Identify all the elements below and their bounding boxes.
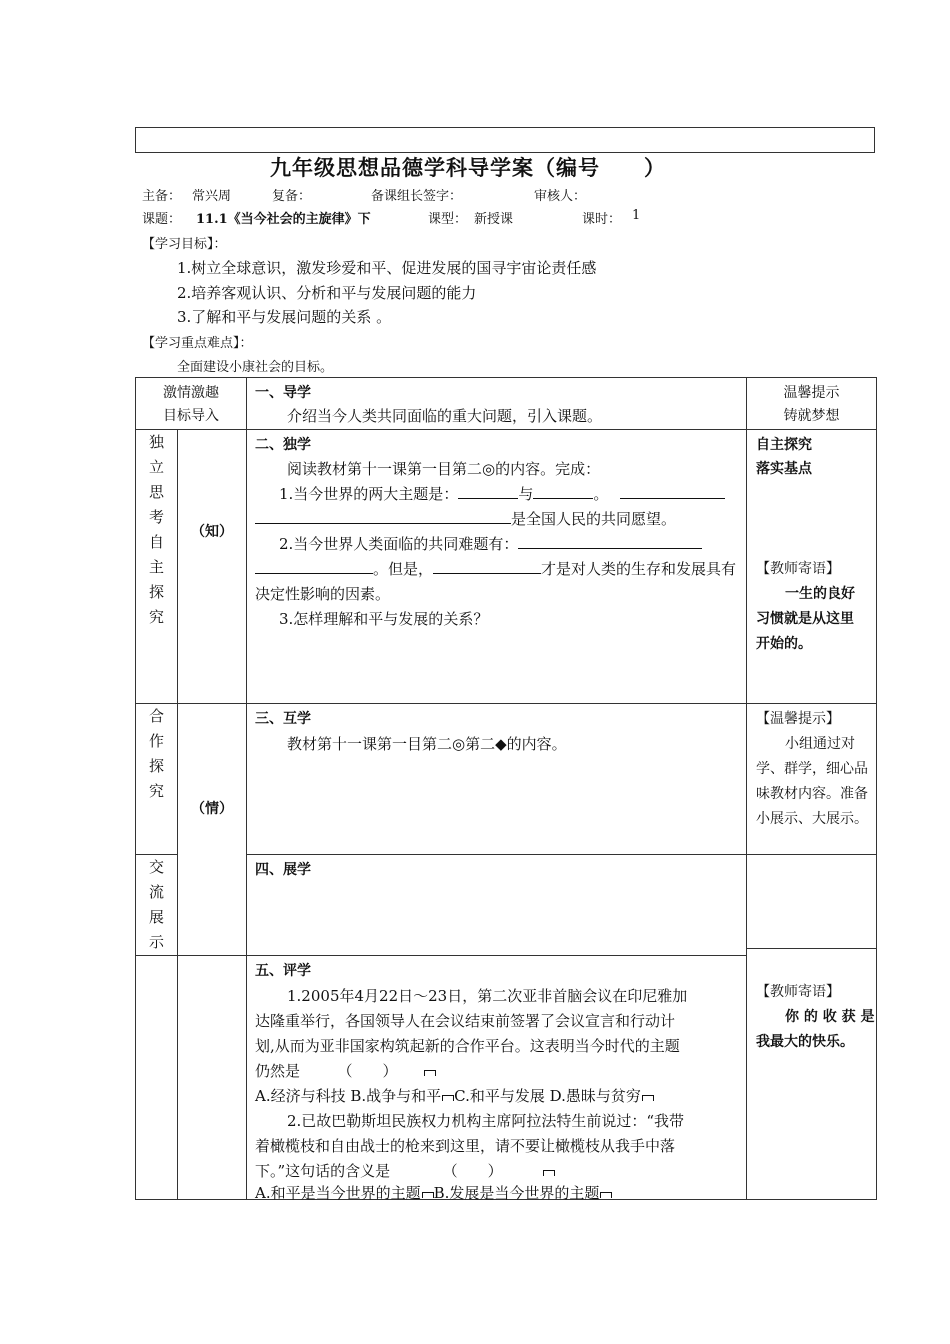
question-1-cont — [255, 508, 676, 529]
question-text: 仍然是 （ ） — [255, 1062, 398, 1080]
lead-label: 主备： — [142, 189, 182, 204]
cooperate-right-cell — [747, 704, 877, 855]
side-char: 合 — [148, 707, 164, 725]
side-char: 究 — [148, 608, 164, 626]
evaluate-tag-cell — [178, 956, 247, 1200]
answer-blank[interactable] — [255, 508, 511, 524]
option-text: A.经济与科技 B.战争与和平 — [255, 1087, 442, 1105]
option-text: B.发展是当今世界的主题 — [433, 1184, 600, 1202]
topic-label: 课题： — [142, 212, 182, 227]
emotion-tag-cell — [178, 704, 247, 956]
question-text: 2.当今世界人类面临的共同难题有： — [279, 535, 519, 553]
auditor-label: 审核人： — [534, 189, 587, 204]
answer-blank[interactable] — [255, 558, 373, 574]
caret-mark — [600, 1192, 612, 1198]
key-points-heading: 【学习重点难点】： — [142, 336, 253, 351]
eval-q2-line: 着橄榄枝和自由战士的枪来到这里，请不要让橄榄枝从我手中落 — [255, 1137, 676, 1155]
lead-name: 常兴周 — [192, 189, 232, 204]
option-text: C.和平与发展 D.愚昧与贫穷 — [454, 1087, 641, 1105]
question-text: 是全国人民的共同愿望。 — [511, 510, 677, 528]
tip-line: 学、群学，细心品 — [756, 761, 868, 777]
side-char: 探 — [148, 583, 164, 601]
intro-text: 介绍当今人类共同面临的重大问题，引入课题。 — [287, 407, 603, 425]
goals-heading: 【学习目标】： — [142, 237, 227, 252]
side-char: 主 — [148, 558, 164, 576]
tip-line: 小组通过对 — [785, 736, 855, 752]
right-heading: 自主探究 — [756, 437, 812, 453]
exchange-side-cell — [136, 855, 178, 956]
header-box — [135, 127, 875, 153]
exchange-side-label — [136, 855, 177, 955]
answer-blank[interactable] — [533, 483, 593, 499]
exchange-content-cell — [247, 855, 747, 956]
side-char: 思 — [148, 483, 164, 501]
question-2 — [279, 533, 702, 554]
question-2-cont — [255, 558, 736, 579]
question-text: 。但是， — [373, 560, 434, 578]
independent-tag-cell — [178, 430, 247, 704]
eval-q2-options — [255, 1182, 612, 1203]
independent-instruction: 阅读教材第十一课第一目第二◎的内容。完成： — [287, 460, 601, 478]
period-value: 1 — [632, 208, 641, 223]
intro-right-line: 铸就梦想 — [783, 408, 840, 424]
side-char: 交 — [148, 858, 164, 876]
exchange-heading: 四、展学 — [255, 862, 311, 878]
question-text: 。 — [593, 485, 609, 503]
intro-left-line: 目标导入 — [163, 408, 219, 424]
answer-blank[interactable] — [518, 533, 702, 549]
independent-heading: 二、独学 — [255, 437, 311, 453]
type-label: 课型： — [428, 212, 468, 227]
caret-mark — [543, 1170, 555, 1176]
teacher-words-line: 我最大的快乐。 — [756, 1033, 854, 1050]
independent-content-cell — [247, 430, 747, 704]
evaluate-heading: 五、评学 — [255, 963, 311, 979]
side-char: 示 — [148, 933, 164, 951]
side-char: 究 — [148, 782, 164, 800]
option-text: A.和平是当今世界的主题 — [255, 1184, 421, 1202]
tip-line: 味教材内容。准备 — [756, 786, 868, 802]
evaluate-right-cell — [747, 956, 877, 1200]
teacher-words-line: 习惯就是从这里 — [756, 611, 854, 627]
evaluate-side-cell — [136, 956, 178, 1200]
side-char: 立 — [148, 458, 164, 476]
group-sign-label: 备课组长签字： — [371, 189, 463, 204]
question-text: 下。”这句话的含义是 （ ） — [255, 1162, 503, 1180]
caret-mark — [442, 1095, 454, 1101]
right-heading: 落实基点 — [756, 461, 812, 477]
side-char: 自 — [148, 533, 164, 551]
intro-heading: 一、导学 — [255, 385, 311, 401]
intro-right-cell — [747, 378, 877, 430]
caret-mark — [424, 1070, 436, 1076]
evaluate-content-cell — [247, 956, 747, 1200]
eval-q1-line: 1.2005年4月22日～23日，第二次亚非首脑会议在印尼雅加 — [287, 987, 688, 1005]
eval-q1-line — [255, 1060, 436, 1081]
independent-side-cell — [136, 430, 178, 704]
review-label: 复备： — [272, 189, 312, 204]
goal-item: 3.了解和平与发展问题的关系 。 — [177, 308, 392, 326]
eval-q2-line: 2.已故巴勒斯坦民族权力机构主席阿拉法特生前说过：“我带 — [287, 1112, 684, 1130]
eval-q1-line: 划,从而为亚非国家构筑起新的合作平台。这表明当今时代的主题 — [255, 1037, 680, 1055]
answer-blank[interactable] — [433, 558, 541, 574]
goal-item: 1.树立全球意识，激发珍爱和平、促进发展的国寻宇宙论责任感 — [177, 259, 597, 277]
intro-left-cell — [136, 378, 247, 430]
cooperate-side-cell — [136, 704, 178, 855]
cooperate-text: 教材第十一课第一目第二◎第二◆的内容。 — [287, 735, 567, 753]
caret-mark — [422, 1192, 434, 1198]
intro-right-line: 温馨提示 — [783, 385, 840, 401]
intro-left-line: 激情激趣 — [163, 385, 219, 401]
eval-q2-line — [255, 1160, 555, 1181]
teacher-words-line: 你 的 收 获 是 — [785, 1008, 875, 1025]
intro-content-cell — [247, 378, 747, 430]
tip-line: 小展示、大展示。 — [756, 811, 868, 827]
cooperate-heading: 三、互学 — [255, 711, 311, 727]
question-3: 3.怎样理解和平与发展的关系？ — [279, 610, 489, 628]
answer-blank[interactable] — [620, 483, 725, 499]
cooperate-content-cell — [247, 704, 747, 855]
teacher-words-label: 【教师寄语】 — [756, 983, 840, 1000]
type-value: 新授课 — [474, 212, 514, 227]
emotion-tag: （情） — [191, 801, 233, 817]
page-title: 九年级思想品德学科导学案（编号 ） — [270, 155, 666, 180]
exchange-right-cell — [747, 855, 877, 956]
tip-label: 【温馨提示】 — [756, 711, 840, 727]
question-text: 才是对人类的生存和发展具有 — [541, 560, 737, 578]
side-char: 作 — [148, 732, 164, 750]
lesson-table — [135, 377, 877, 1200]
cooperate-side-label — [136, 704, 177, 804]
eval-q1-options — [255, 1085, 654, 1106]
independent-right-cell — [747, 430, 877, 704]
answer-blank[interactable] — [458, 483, 518, 499]
side-char: 展 — [148, 908, 164, 926]
period-label: 课时： — [582, 212, 622, 227]
side-char: 探 — [148, 757, 164, 775]
side-char: 考 — [148, 508, 164, 526]
topic-value: 11.1《当今社会的主旋律》下 — [196, 212, 371, 227]
question-text: 1.当今世界的两大主题是： — [279, 485, 459, 503]
teacher-words-line: 开始的。 — [756, 636, 812, 652]
side-char: 流 — [148, 883, 164, 901]
caret-mark — [642, 1095, 654, 1101]
question-1 — [279, 483, 725, 504]
side-char: 独 — [148, 433, 164, 451]
teacher-words-line: 一生的良好 — [785, 586, 855, 602]
divider — [747, 948, 876, 949]
independent-side-label — [136, 430, 177, 630]
question-text: 与 — [518, 485, 534, 503]
teacher-words-label: 【教师寄语】 — [756, 561, 840, 577]
knowledge-tag: （知） — [191, 524, 233, 540]
question-2-end: 决定性影响的因素。 — [255, 585, 391, 603]
key-points-text: 全面建设小康社会的目标。 — [177, 360, 334, 375]
goal-item: 2.培养客观认识、分析和平与发展问题的能力 — [177, 284, 477, 302]
eval-q1-line: 达隆重举行，各国领导人在会议结束前签署了会议宣言和行动计 — [255, 1012, 676, 1030]
